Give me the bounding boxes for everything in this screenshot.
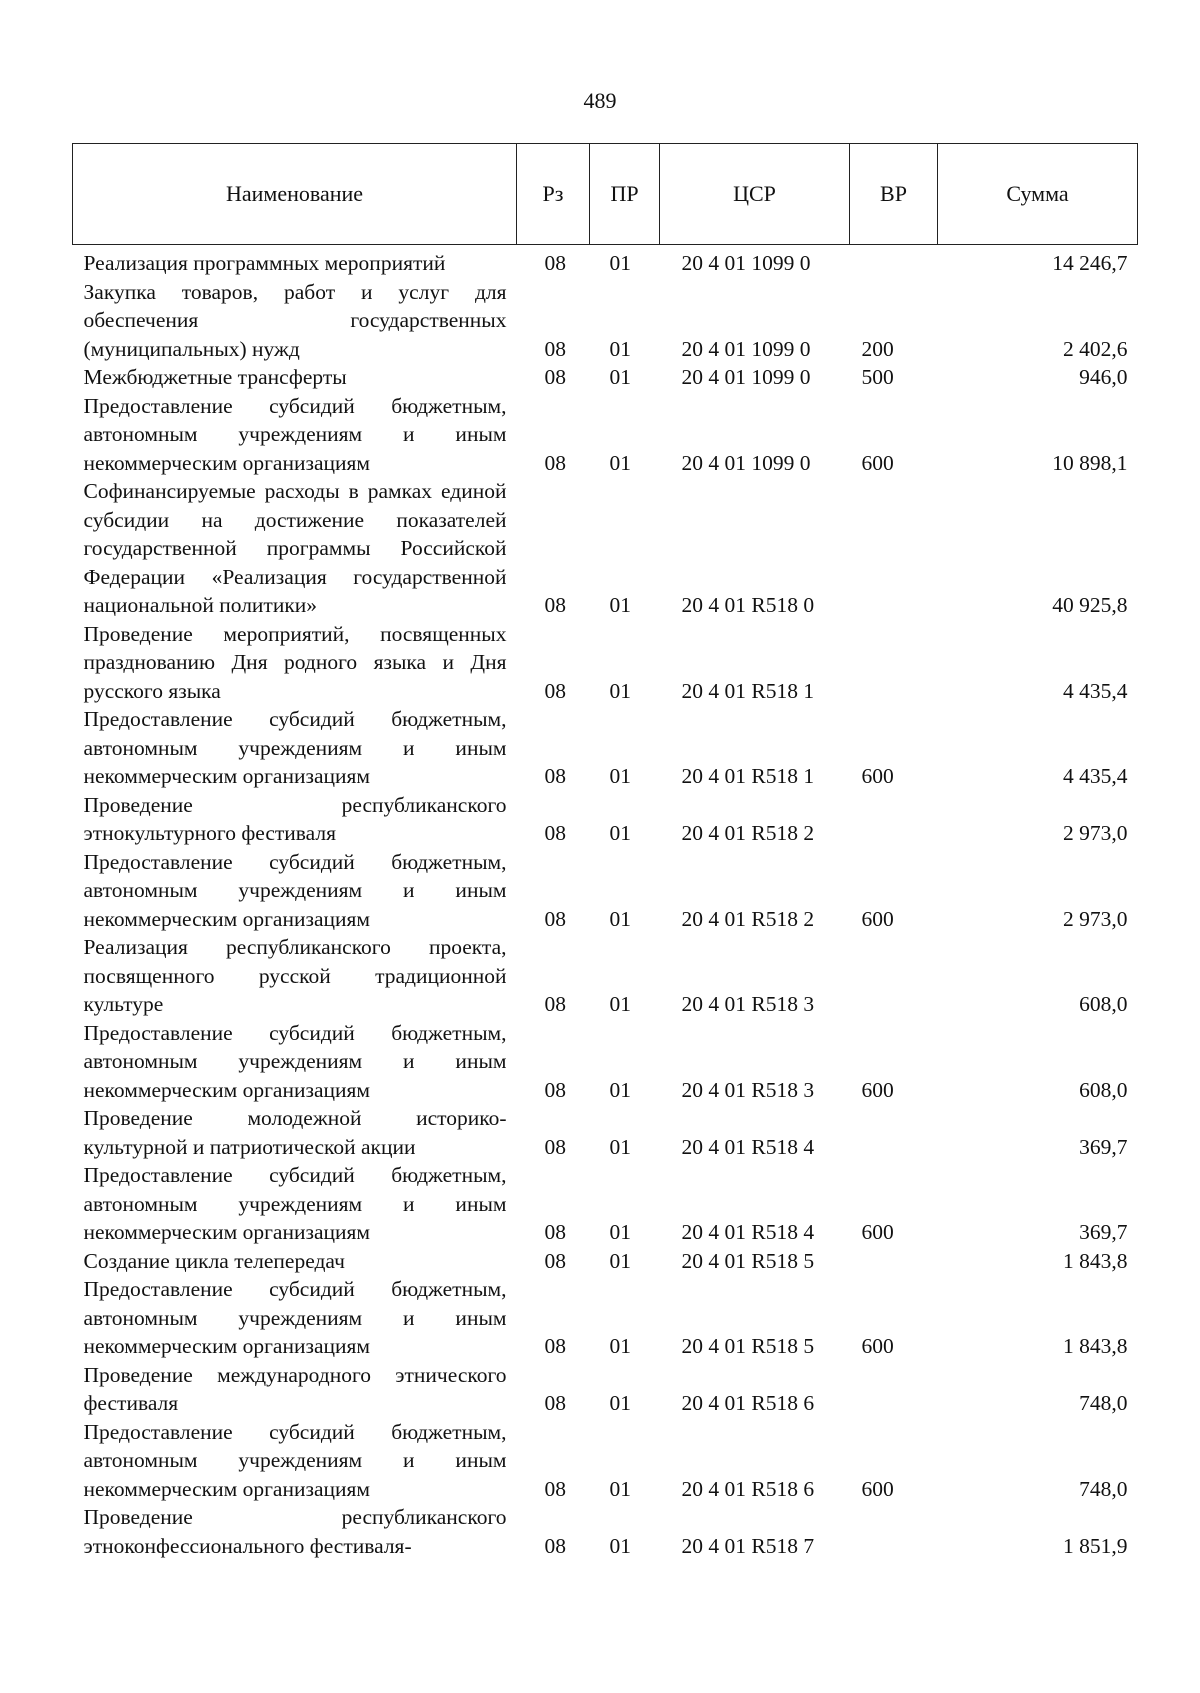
cell-sum: 1 843,8 <box>1063 1248 1128 1273</box>
table-row <box>73 620 1138 706</box>
cell-pr: 01 <box>609 764 631 788</box>
cell-sum: 608,0 <box>1079 992 1128 1016</box>
cell-rz: 08 <box>544 450 566 475</box>
table-row <box>73 1275 1138 1361</box>
cell-pr: 01 <box>609 1533 631 1558</box>
cell-rz: 08 <box>544 1248 566 1273</box>
cell-name: Проведение международного этнического фестиваля <box>83 1362 507 1415</box>
cell-rz: 08 <box>544 1533 566 1558</box>
cell-csr: 20 4 01 R518 0 <box>681 593 815 617</box>
cell-sum: 748,0 <box>1079 1391 1128 1415</box>
cell-sum: 1 851,9 <box>1063 1533 1128 1558</box>
cell-sum: 4 435,4 <box>1063 678 1128 703</box>
table-row <box>73 933 1138 1019</box>
cell-vr <box>850 1247 938 1276</box>
cell-sum: 4 435,4 <box>1063 764 1128 788</box>
cell-sum: 946,0 <box>1079 365 1128 389</box>
cell-pr: 01 <box>609 1248 631 1273</box>
cell-name: Предоставление субсидий бюджетным, автономным учреждениям и иным некоммерческим организациям <box>83 707 507 788</box>
cell-rz: 08 <box>544 365 566 389</box>
cell-name: Реализация республиканского проекта, посвященного русской традиционной культуре <box>83 935 507 1016</box>
cell-vr <box>850 933 938 1019</box>
cell-pr: 01 <box>609 593 631 617</box>
cell-name: Предоставление субсидий бюджетным, автономным учреждениям и иным некоммерческим организациям <box>83 1277 507 1358</box>
cell-name: Проведение мероприятий, посвященных празднованию Дня родного языка и Дня русского языка <box>83 621 507 703</box>
cell-vr: 500 <box>861 365 894 389</box>
cell-name: Предоставление субсидий бюджетным, автономным учреждениям и иным некоммерческим организациям <box>83 849 507 931</box>
table-row <box>73 1104 1138 1161</box>
cell-sum: 748,0 <box>1079 1476 1128 1501</box>
cell-rz: 08 <box>544 593 566 617</box>
cell-csr: 20 4 01 R518 2 <box>681 821 815 845</box>
cell-csr: 20 4 01 R518 5 <box>681 1334 815 1358</box>
cell-vr <box>850 1503 938 1560</box>
table-row <box>73 392 1138 478</box>
cell-csr: 20 4 01 R518 3 <box>681 1077 815 1102</box>
cell-vr: 600 <box>861 450 894 475</box>
cell-sum: 14 246,7 <box>1052 251 1128 275</box>
table-row <box>73 1247 1138 1276</box>
cell-csr: 20 4 01 1099 0 <box>681 365 811 389</box>
cell-csr: 20 4 01 R518 4 <box>681 1220 815 1244</box>
cell-rz: 08 <box>544 821 566 845</box>
cell-vr <box>850 245 938 278</box>
cell-pr: 01 <box>609 678 631 703</box>
cell-pr: 01 <box>609 906 631 931</box>
cell-csr: 20 4 01 R518 1 <box>681 764 815 788</box>
cell-name: Создание цикла телепередач <box>83 1248 345 1273</box>
cell-name: Предоставление субсидий бюджетным, автономным учреждениям и иным некоммерческим организациям <box>83 1020 507 1102</box>
cell-vr: 600 <box>861 1476 894 1501</box>
table-row <box>73 848 1138 934</box>
cell-vr <box>850 1361 938 1418</box>
table-row <box>73 1418 1138 1504</box>
table-row <box>73 705 1138 791</box>
header-csr: ЦСР <box>660 144 850 245</box>
cell-name: Реализация программных мероприятий <box>83 251 446 275</box>
header-rz: Рз <box>517 144 590 245</box>
table-row <box>73 1361 1138 1418</box>
cell-csr: 20 4 01 R518 7 <box>681 1533 815 1558</box>
header-row <box>73 144 1138 245</box>
cell-sum: 369,7 <box>1079 1220 1128 1244</box>
cell-rz: 08 <box>544 1134 566 1159</box>
table-row <box>73 1503 1138 1560</box>
cell-sum: 2 973,0 <box>1063 906 1128 931</box>
table-header <box>73 144 1138 245</box>
cell-name: Межбюджетные трансферты <box>83 365 347 389</box>
cell-vr: 600 <box>861 906 894 931</box>
cell-rz: 08 <box>544 678 566 703</box>
cell-csr: 20 4 01 1099 0 <box>681 450 811 475</box>
cell-pr: 01 <box>609 821 631 845</box>
cell-name: Проведение республиканского этнокультурного фестиваля <box>83 792 507 845</box>
cell-csr: 20 4 01 R518 4 <box>681 1134 815 1159</box>
cell-csr: 20 4 01 1099 0 <box>681 251 811 275</box>
cell-rz: 08 <box>544 251 566 275</box>
cell-csr: 20 4 01 R518 2 <box>681 906 815 931</box>
cell-rz: 08 <box>544 1334 566 1358</box>
cell-csr: 20 4 01 1099 0 <box>681 336 811 361</box>
header-vr: ВР <box>850 144 938 245</box>
table-row <box>73 245 1138 278</box>
cell-csr: 20 4 01 R518 6 <box>681 1391 815 1415</box>
page-number: 489 <box>583 88 617 113</box>
cell-name: Предоставление субсидий бюджетным, автономным учреждениям и иным некоммерческим организациям <box>83 1419 507 1501</box>
cell-rz: 08 <box>544 1476 566 1501</box>
cell-vr: 600 <box>861 1077 894 1102</box>
cell-pr: 01 <box>609 251 631 275</box>
cell-vr: 200 <box>861 336 894 361</box>
cell-sum: 2 973,0 <box>1063 821 1128 845</box>
cell-csr: 20 4 01 R518 3 <box>681 992 815 1016</box>
table-row <box>73 363 1138 392</box>
table-row <box>73 791 1138 848</box>
cell-rz: 08 <box>544 1220 566 1244</box>
budget-table <box>72 143 1138 1560</box>
cell-pr: 01 <box>609 1220 631 1244</box>
cell-name: Софинансируемые расходы в рамках единой субсидии на достижение показателей государственной программы Российской Федерации «Реализация государственной национальной политики» <box>83 479 507 617</box>
cell-csr: 20 4 01 R518 5 <box>681 1248 815 1273</box>
cell-pr: 01 <box>609 992 631 1016</box>
cell-sum: 1 843,8 <box>1063 1334 1128 1358</box>
cell-rz: 08 <box>544 992 566 1016</box>
cell-sum: 369,7 <box>1079 1134 1128 1159</box>
cell-csr: 20 4 01 R518 1 <box>681 678 815 703</box>
cell-name: Предоставление субсидий бюджетным, автономным учреждениям и иным некоммерческим организациям <box>83 393 507 475</box>
cell-vr: 600 <box>861 1220 894 1244</box>
cell-sum: 608,0 <box>1079 1077 1128 1102</box>
cell-vr <box>850 791 938 848</box>
cell-csr: 20 4 01 R518 6 <box>681 1476 815 1501</box>
cell-vr: 600 <box>861 764 894 788</box>
cell-pr: 01 <box>609 1134 631 1159</box>
cell-pr: 01 <box>609 1334 631 1358</box>
cell-sum: 10 898,1 <box>1052 450 1128 475</box>
cell-name: Проведение республиканского этноконфессионального фестиваля- <box>83 1505 507 1558</box>
cell-rz: 08 <box>544 764 566 788</box>
cell-rz: 08 <box>544 1077 566 1102</box>
cell-pr: 01 <box>609 1077 631 1102</box>
header-name: Наименование <box>73 144 517 245</box>
cell-vr: 600 <box>861 1334 894 1358</box>
cell-pr: 01 <box>609 1476 631 1501</box>
table-row <box>73 1019 1138 1105</box>
cell-vr <box>850 477 938 620</box>
cell-sum: 40 925,8 <box>1052 593 1128 617</box>
cell-pr: 01 <box>609 336 631 361</box>
cell-rz: 08 <box>544 906 566 931</box>
cell-sum: 2 402,6 <box>1063 336 1128 361</box>
table-row <box>73 477 1138 620</box>
cell-pr: 01 <box>609 365 631 389</box>
cell-pr: 01 <box>609 1391 631 1415</box>
cell-rz: 08 <box>544 336 566 361</box>
cell-rz: 08 <box>544 1391 566 1415</box>
cell-vr <box>850 1104 938 1161</box>
cell-pr: 01 <box>609 450 631 475</box>
table-body <box>73 245 1138 1561</box>
cell-name: Проведение молодежной историко-культурной и патриотической акции <box>83 1106 507 1159</box>
header-sum: Сумма <box>938 144 1138 245</box>
cell-name: Закупка товаров, работ и услуг для обеспечения государственных (муниципальных) нужд <box>83 279 507 361</box>
table-row <box>73 1161 1138 1247</box>
table-row <box>73 278 1138 364</box>
header-pr: ПР <box>590 144 660 245</box>
cell-name: Предоставление субсидий бюджетным, автономным учреждениям и иным некоммерческим организациям <box>83 1163 507 1244</box>
cell-vr <box>850 620 938 706</box>
